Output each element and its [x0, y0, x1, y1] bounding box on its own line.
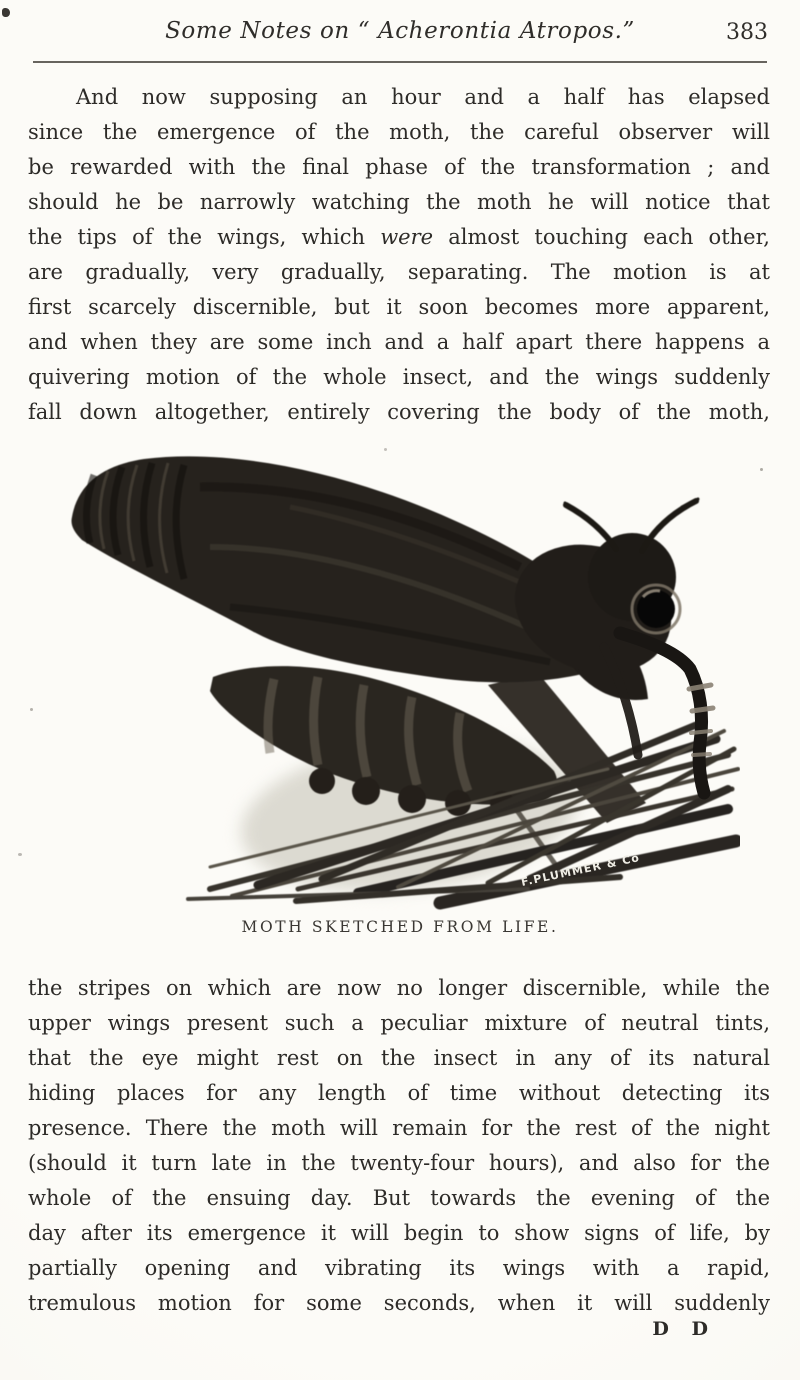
text-line: tremulous motion for some seconds, when it will suddenly	[28, 1291, 770, 1315]
moth-illustration	[60, 437, 740, 912]
text-line: fall down altogether, entirely covering the body of the moth,	[28, 400, 770, 424]
text-line: partially opening and vibrating its wings with a rapid,	[28, 1256, 770, 1280]
figure-caption: MOTH SKETCHED FROM LIFE.	[241, 918, 559, 936]
scan-speck	[18, 853, 22, 856]
scan-speck	[30, 708, 33, 711]
header-rule	[33, 61, 767, 63]
printer-signature-mark: D D	[652, 1318, 716, 1340]
text-line: the tips of the wings, which were almost touching each other,	[28, 225, 770, 249]
scan-speck	[2, 8, 10, 17]
text-line: day after its emergence it will begin to show signs of life, by	[28, 1221, 770, 1245]
text-line: upper wings present such a peculiar mixture of neutral tints,	[28, 1011, 770, 1035]
paragraph-1	[28, 80, 770, 430]
scan-speck	[384, 448, 387, 451]
running-title: Some Notes on “ Acherontia Atropos.”	[165, 18, 635, 44]
paragraph-2	[28, 971, 770, 1321]
page-number: 383	[726, 20, 768, 45]
text-line: (should it turn late in the twenty-four hours), and also for the	[28, 1151, 770, 1175]
text-line: be rewarded with the final phase of the transformation ; and	[28, 155, 770, 179]
moth-figure	[60, 437, 740, 936]
artist-signature: F.PLUMMER & Co	[519, 851, 642, 889]
text-line: are gradually, very gradually, separating. The motion is at	[28, 260, 770, 284]
text-line: first scarcely discernible, but it soon becomes more apparent,	[28, 295, 770, 319]
text-line: presence. There the moth will remain for the rest of the night	[28, 1116, 770, 1140]
text-line: And now supposing an hour and a half has elapsed	[76, 85, 770, 109]
text-line: and when they are some inch and a half apart there happens a	[28, 330, 770, 354]
text-line: hiding places for any length of time without detecting its	[28, 1081, 770, 1105]
text-line: whole of the ensuing day. But towards the evening of the	[28, 1186, 770, 1210]
scan-speck	[760, 468, 763, 471]
text-line: should he be narrowly watching the moth he will notice that	[28, 190, 770, 214]
text-line: the stripes on which are now no longer discernible, while the	[28, 976, 770, 1000]
text-line: that the eye might rest on the insect in any of its natural	[28, 1046, 770, 1070]
text-line: quivering motion of the whole insect, and the wings suddenly	[28, 365, 770, 389]
text-line: since the emergence of the moth, the careful observer will	[28, 120, 770, 144]
